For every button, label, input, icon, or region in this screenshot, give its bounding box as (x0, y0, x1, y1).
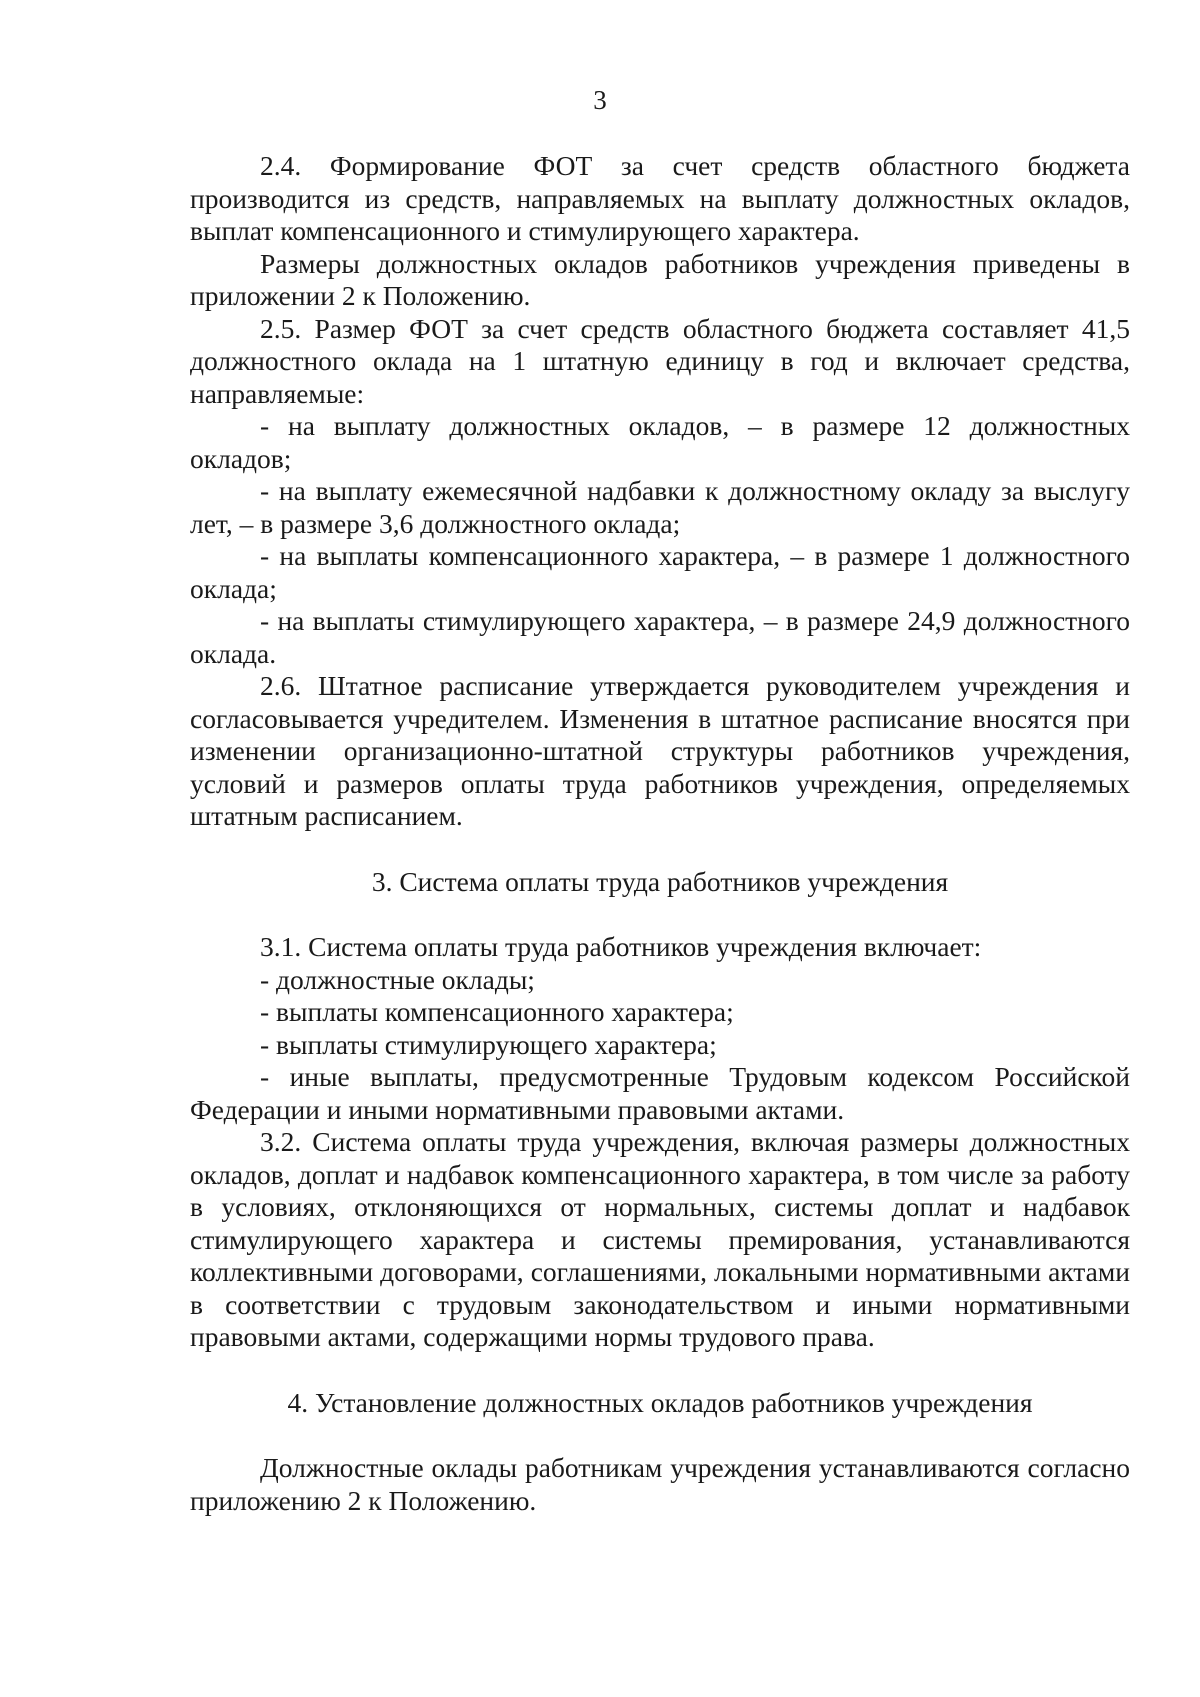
paragraph-salary-sizes: Размеры должностных окладов работников учреждения приведены в приложении 2 к Положению. (190, 247, 1130, 311)
paragraph-2-4: 2.4. Формирование ФОТ за счет средств областного бюджета производится из средств, направляемых на выплату должностных окладов, выплат компенсационного и стимулирующего характера. (190, 150, 1130, 246)
section-heading-4: 4. Установление должностных окладов работников учреждения (287, 1386, 1033, 1418)
paragraph-2-6: 2.6. Штатное расписание утверждается руководителем учреждения и согласовывается учредителем. Изменения в штатное расписание вносятся при изменении организационно-штатной структуры работников учреждения, условий и размеров оплаты труда работников учреждения, определяемых штатным расписанием. (190, 670, 1130, 831)
list-item-compensation-payments: - выплаты компенсационного характера; (260, 996, 734, 1027)
paragraph-3-2: 3.2. Система оплаты труда учреждения, включая размеры должностных окладов, доплат и надбавок компенсационного характера, в том числе за работу в условиях, отклоняющихся от нормальных, системы доплат и надбавок стимулирующего характера и системы премирования, устанавливаются коллективными договорами, соглашениями, локальными нормативными актами в соответствии с трудовым законодательством и иными нормативными правовыми актами, содержащими нормы трудового права. (190, 1126, 1130, 1352)
list-item-other-payments: - иные выплаты, предусмотренные Трудовым кодексом Российской Федерации и иными нормативными правовыми актами. (190, 1061, 1130, 1125)
document-body (190, 150, 1130, 1517)
paragraph-2-5: 2.5. Размер ФОТ за счет средств областного бюджета составляет 41,5 должностного оклада на 1 штатную единицу в год и включает средства, направляемые: (190, 312, 1130, 409)
list-item-incentive-payments: - выплаты стимулирующего характера; (260, 1028, 717, 1060)
list-item-official-salaries: - должностные оклады; (260, 963, 535, 995)
list-item-seniority-bonus: - на выплату ежемесячной надбавки к должностному окладу за выслугу лет, – в размере 3,6 должностного оклада; (190, 475, 1130, 539)
section-heading-3: 3. Система оплаты труда работников учреждения (371, 865, 949, 897)
page-number: 3 (593, 85, 607, 115)
list-item-salaries: - на выплату должностных окладов, – в размере 12 должностных окладов; (190, 410, 1130, 474)
paragraph-3-1: 3.1. Система оплаты труда работников учреждения включает: (260, 931, 982, 962)
list-item-incentive: - на выплаты стимулирующего характера, – в размере 24,9 должностного оклада. (190, 605, 1130, 669)
paragraph-4: Должностные оклады работникам учреждения устанавливаются согласно приложению 2 к Положению. (190, 1452, 1130, 1516)
list-item-compensation: - на выплаты компенсационного характера, – в размере 1 должностного оклада; (190, 540, 1130, 604)
